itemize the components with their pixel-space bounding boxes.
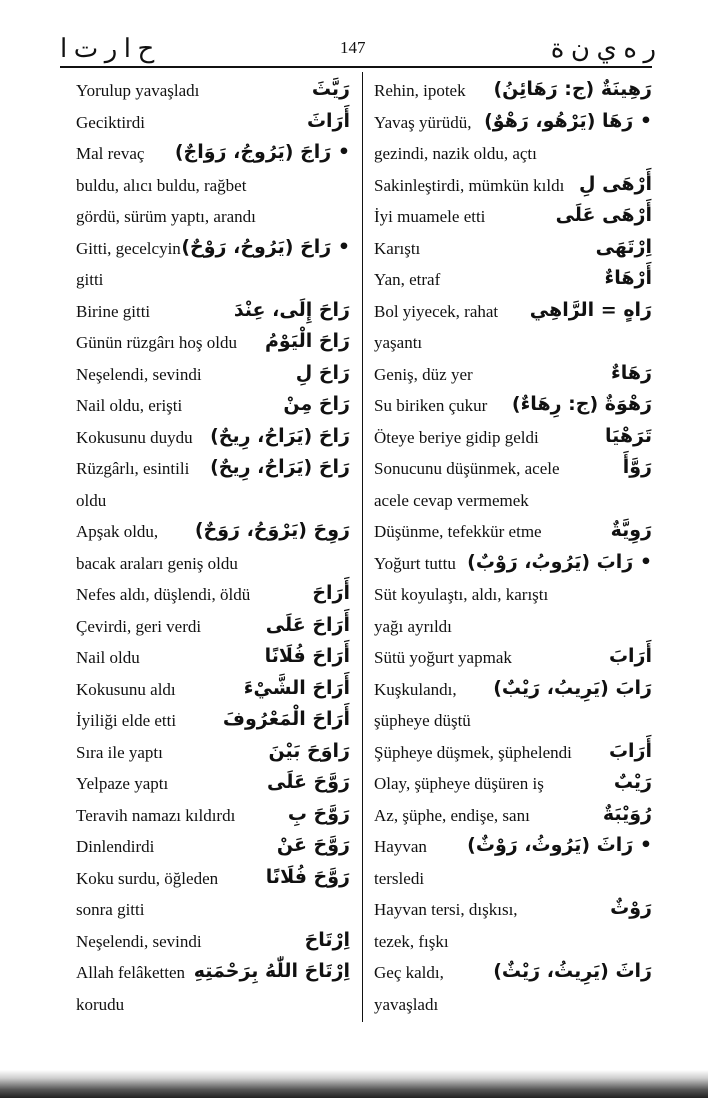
- page-number: 147: [340, 38, 366, 57]
- turkish-meaning: Süt koyulaştı, aldı, karıştı: [374, 585, 549, 604]
- header-rule: [60, 66, 652, 68]
- left-column: [76, 78, 350, 1023]
- dictionary-entry: [374, 866, 652, 898]
- header-right-letters: ر ه ي ن ة: [550, 34, 656, 63]
- turkish-meaning: İyi muamele etti: [374, 207, 486, 226]
- arabic-headword: رَوِيَّةٌ: [610, 519, 652, 541]
- dictionary-entry: [374, 897, 652, 929]
- arabic-headword: رَوَّحَ فُلَانًا: [265, 865, 350, 888]
- dictionary-entry: [374, 173, 652, 205]
- arabic-headword: رَاحَ إِلَى، عِنْدَ: [233, 298, 350, 321]
- arabic-headword: • رَاحَ (يَرُوحُ، رَوْحٌ): [181, 235, 350, 258]
- dictionary-entry: [374, 456, 652, 488]
- dictionary-entry: [374, 708, 652, 740]
- dictionary-entry: [76, 614, 350, 646]
- dictionary-entry: [374, 834, 652, 866]
- turkish-meaning: İyiliği elde etti: [76, 711, 177, 730]
- dictionary-entry: [374, 141, 652, 173]
- arabic-headword: رَيْبٌ: [613, 771, 652, 793]
- dictionary-entry: [76, 992, 350, 1024]
- turkish-meaning: Karıştı: [374, 238, 421, 258]
- turkish-meaning: korudu: [76, 994, 125, 1014]
- arabic-headword: رَاوَحَ بَيْنَ: [268, 739, 350, 762]
- turkish-meaning: Koku surdu, öğleden: [76, 868, 219, 888]
- dictionary-entry: [76, 299, 350, 331]
- arabic-headword: رَوَّحَ بِ: [287, 802, 350, 825]
- turkish-meaning: Sıra ile yaptı: [76, 742, 163, 762]
- arabic-headword: أَرَابَ: [608, 739, 652, 762]
- turkish-meaning: Nail oldu, erişti: [76, 396, 183, 415]
- turkish-meaning: Neşelendi, sevindi: [76, 364, 202, 384]
- arabic-headword: رَاحَ الْيَوْمُ: [265, 330, 350, 352]
- arabic-headword: رَاحَ مِنْ: [283, 393, 350, 415]
- turkish-meaning: sonra gitti: [76, 900, 145, 919]
- arabic-headword: أَرَاحَ الْمَعْرُوفَ: [222, 708, 350, 730]
- arabic-headword: أَرْهَى عَلَى: [555, 204, 652, 226]
- turkish-meaning: Düşünme, tefekkür etme: [374, 522, 542, 541]
- dictionary-entry: [374, 362, 652, 394]
- dictionary-entry: [76, 960, 350, 992]
- turkish-meaning: şüpheye düştü: [374, 711, 471, 730]
- turkish-meaning: Mal revaç: [76, 144, 145, 163]
- turkish-meaning: Az, şüphe, endişe, sanı: [374, 805, 530, 825]
- turkish-meaning: yaşantı: [374, 333, 423, 352]
- dictionary-entry: [76, 929, 350, 961]
- turkish-meaning: Geç kaldı,: [374, 963, 444, 982]
- dictionary-entry: [76, 78, 350, 110]
- arabic-headword: رُوَيْبَةٌ: [602, 802, 652, 825]
- dictionary-entry: [374, 393, 652, 425]
- turkish-meaning: Teravih namazı kıldırdı: [76, 805, 236, 825]
- arabic-headword: رَاهٍ = الرَّاهِي: [529, 298, 652, 321]
- arabic-headword: أَرَاحَ الشَّيْءَ: [243, 676, 350, 699]
- dictionary-entry: [76, 267, 350, 299]
- dictionary-entry: [76, 645, 350, 677]
- turkish-meaning: Rehin, ipotek: [374, 81, 466, 100]
- arabic-headword: رَاحَ لِ: [295, 361, 350, 384]
- turkish-meaning: Sakinleştirdi, mümkün kıldı: [374, 175, 565, 195]
- turkish-meaning: Kokusunu aldı: [76, 679, 176, 699]
- arabic-headword: رَوْثٌ: [610, 897, 652, 919]
- dictionary-entry: [76, 708, 350, 740]
- dictionary-entry: [76, 110, 350, 142]
- dictionary-entry: [76, 204, 350, 236]
- arabic-headword: رَيَّثَ: [311, 78, 350, 100]
- arabic-headword: أَرَابَ: [608, 645, 652, 667]
- arabic-headword: أَرَاحَ: [312, 582, 350, 604]
- dictionary-entry: [76, 141, 350, 173]
- arabic-headword: رَاحَ (يَرَاحُ، رِيحٌ): [210, 424, 350, 447]
- arabic-headword: اِرْتَهَى: [595, 235, 652, 258]
- arabic-headword: • رَهَا (يَرْهُو، رَهْوٌ): [484, 109, 652, 132]
- arabic-headword: اِرْتَاحَ اللّٰهُ بِرَحْمَتِهِ: [193, 960, 350, 982]
- dictionary-entry: [374, 110, 652, 142]
- dictionary-entry: [76, 488, 350, 520]
- turkish-meaning: gitti: [76, 270, 104, 289]
- turkish-meaning: yağı ayrıldı: [374, 616, 452, 636]
- turkish-meaning: Apşak oldu,: [76, 522, 159, 541]
- turkish-meaning: Şüpheye düşmek, şüphelendi: [374, 742, 572, 762]
- arabic-headword: أَرَاحَ فُلَانًا: [264, 645, 350, 667]
- dictionary-entry: [374, 582, 652, 614]
- turkish-meaning: Yorulup yavaşladı: [76, 81, 200, 100]
- arabic-headword: رَابَ (يَرِيبُ، رَيْبٌ): [493, 676, 652, 699]
- turkish-meaning: Geniş, düz yer: [374, 364, 473, 384]
- dictionary-entry: [374, 614, 652, 646]
- arabic-headword: تَرَهْيَا: [604, 424, 652, 447]
- turkish-meaning: Su biriken çukur: [374, 396, 488, 415]
- dictionary-entry: [76, 740, 350, 772]
- turkish-meaning: Yoğurt tuttu: [374, 553, 456, 573]
- turkish-meaning: Dinlendirdi: [76, 837, 155, 856]
- dictionary-entry: [374, 488, 652, 520]
- turkish-meaning: Kuşkulandı,: [374, 679, 457, 699]
- arabic-headword: رَهِينَةٌ (ج: رَهَائِنُ): [493, 78, 652, 100]
- dictionary-entry: [76, 834, 350, 866]
- turkish-meaning: Geciktirdi: [76, 112, 145, 132]
- turkish-meaning: gördü, sürüm yaptı, arandı: [76, 207, 256, 226]
- dictionary-entry: [374, 267, 652, 299]
- arabic-headword: رَهَاءٌ: [611, 361, 652, 384]
- arabic-headword: • رَابَ (يَرُوبُ، رَوْبٌ): [467, 550, 652, 573]
- dictionary-entry: [76, 677, 350, 709]
- arabic-headword: أَرَاثَ: [306, 109, 350, 132]
- turkish-meaning: bacak araları geniş oldu: [76, 553, 238, 573]
- dictionary-entry: [374, 425, 652, 457]
- column-divider: [362, 72, 363, 1022]
- dictionary-entry: [76, 582, 350, 614]
- arabic-headword: رَوَّحَ عَنْ: [276, 834, 350, 856]
- turkish-meaning: Neşelendi, sevindi: [76, 931, 202, 951]
- dictionary-entry: [76, 362, 350, 394]
- turkish-meaning: Bol yiyecek, rahat: [374, 301, 499, 321]
- arabic-headword: اِرْتَاحَ: [304, 928, 350, 951]
- arabic-headword: • رَاثَ (يَرُوثُ، رَوْثٌ): [467, 834, 652, 856]
- turkish-meaning: Yavaş yürüdü,: [374, 112, 472, 132]
- dictionary-entry: [76, 551, 350, 583]
- dictionary-entry: [374, 771, 652, 803]
- turkish-meaning: oldu: [76, 490, 107, 510]
- arabic-headword: أَرْهَاءٌ: [604, 267, 652, 289]
- turkish-meaning: Kokusunu duydu: [76, 427, 193, 447]
- turkish-meaning: Hayvan tersi, dışkısı,: [374, 900, 518, 919]
- dictionary-entry: [76, 866, 350, 898]
- turkish-meaning: gezindi, nazik oldu, açtı: [374, 144, 537, 163]
- turkish-meaning: Nefes aldı, düşlendi, öldü: [76, 585, 251, 604]
- arabic-headword: رَوَّأَ: [622, 456, 652, 478]
- arabic-headword: رَوِحَ (يَرْوَحُ، رَوَحٌ): [194, 519, 350, 541]
- dictionary-entry: [76, 236, 350, 268]
- turkish-meaning: Yelpaze yaptı: [76, 774, 169, 793]
- turkish-meaning: Gitti, gecelcyin: [76, 238, 181, 258]
- dictionary-entry: [76, 173, 350, 205]
- turkish-meaning: Yan, etraf: [374, 270, 441, 289]
- dictionary-entry: [374, 204, 652, 236]
- arabic-headword: رَاثَ (يَرِيثُ، رَيْثٌ): [493, 960, 652, 982]
- turkish-meaning: yavaşladı: [374, 994, 439, 1014]
- turkish-meaning: buldu, alıcı buldu, rağbet: [76, 175, 247, 195]
- dictionary-entry: [76, 456, 350, 488]
- turkish-meaning: Birine gitti: [76, 301, 151, 321]
- scan-edge: [0, 1070, 708, 1098]
- turkish-meaning: tersledi: [374, 868, 425, 888]
- dictionary-entry: [374, 740, 652, 772]
- turkish-meaning: Öteye beriye gidip geldi: [374, 427, 539, 447]
- arabic-headword: أَرْهَى لِ: [579, 172, 652, 195]
- arabic-headword: رَاحَ (يَرَاحُ، رِيحٌ): [210, 456, 350, 478]
- right-column: [374, 78, 652, 1023]
- dictionary-entry: [76, 803, 350, 835]
- turkish-meaning: Allah felâketten: [76, 963, 186, 982]
- arabic-headword: • رَاجَ (يَرُوجُ، رَوَاجٌ): [174, 141, 350, 163]
- turkish-meaning: Sütü yoğurt yapmak: [374, 648, 512, 667]
- dictionary-entry: [374, 803, 652, 835]
- dictionary-entry: [374, 330, 652, 362]
- dictionary-entry: [374, 299, 652, 331]
- dictionary-entry: [374, 236, 652, 268]
- turkish-meaning: Hayvan: [374, 837, 427, 856]
- turkish-meaning: Çevirdi, geri verdi: [76, 616, 202, 636]
- turkish-meaning: Rüzgârlı, esintili: [76, 459, 190, 478]
- dictionary-entry: [374, 519, 652, 551]
- dictionary-entry: [374, 677, 652, 709]
- header-left-letters: ح ا ر ت ا: [60, 34, 155, 63]
- dictionary-entry: [374, 78, 652, 110]
- turkish-meaning: Olay, şüpheye düşüren iş: [374, 774, 544, 793]
- dictionary-entry: [374, 551, 652, 583]
- dictionary-entry: [374, 992, 652, 1024]
- dictionary-entry: [76, 897, 350, 929]
- dictionary-entry: [374, 645, 652, 677]
- page-header: [0, 30, 708, 66]
- arabic-headword: أَرَاحَ عَلَى: [265, 613, 350, 636]
- dictionary-entry: [76, 425, 350, 457]
- dictionary-entry: [76, 330, 350, 362]
- turkish-meaning: Sonucunu düşünmek, acele: [374, 459, 560, 478]
- dictionary-entry: [76, 519, 350, 551]
- turkish-meaning: Nail oldu: [76, 648, 140, 667]
- dictionary-entry: [76, 393, 350, 425]
- turkish-meaning: Günün rüzgârı hoş oldu: [76, 333, 238, 352]
- arabic-headword: رَهْوَةٌ (ج: رِهَاءٌ): [511, 393, 652, 415]
- turkish-meaning: acele cevap vermemek: [374, 490, 529, 510]
- turkish-meaning: tezek, fışkı: [374, 931, 449, 951]
- arabic-headword: رَوَّحَ عَلَى: [266, 771, 350, 793]
- dictionary-entry: [374, 929, 652, 961]
- dictionary-entry: [76, 771, 350, 803]
- dictionary-entry: [374, 960, 652, 992]
